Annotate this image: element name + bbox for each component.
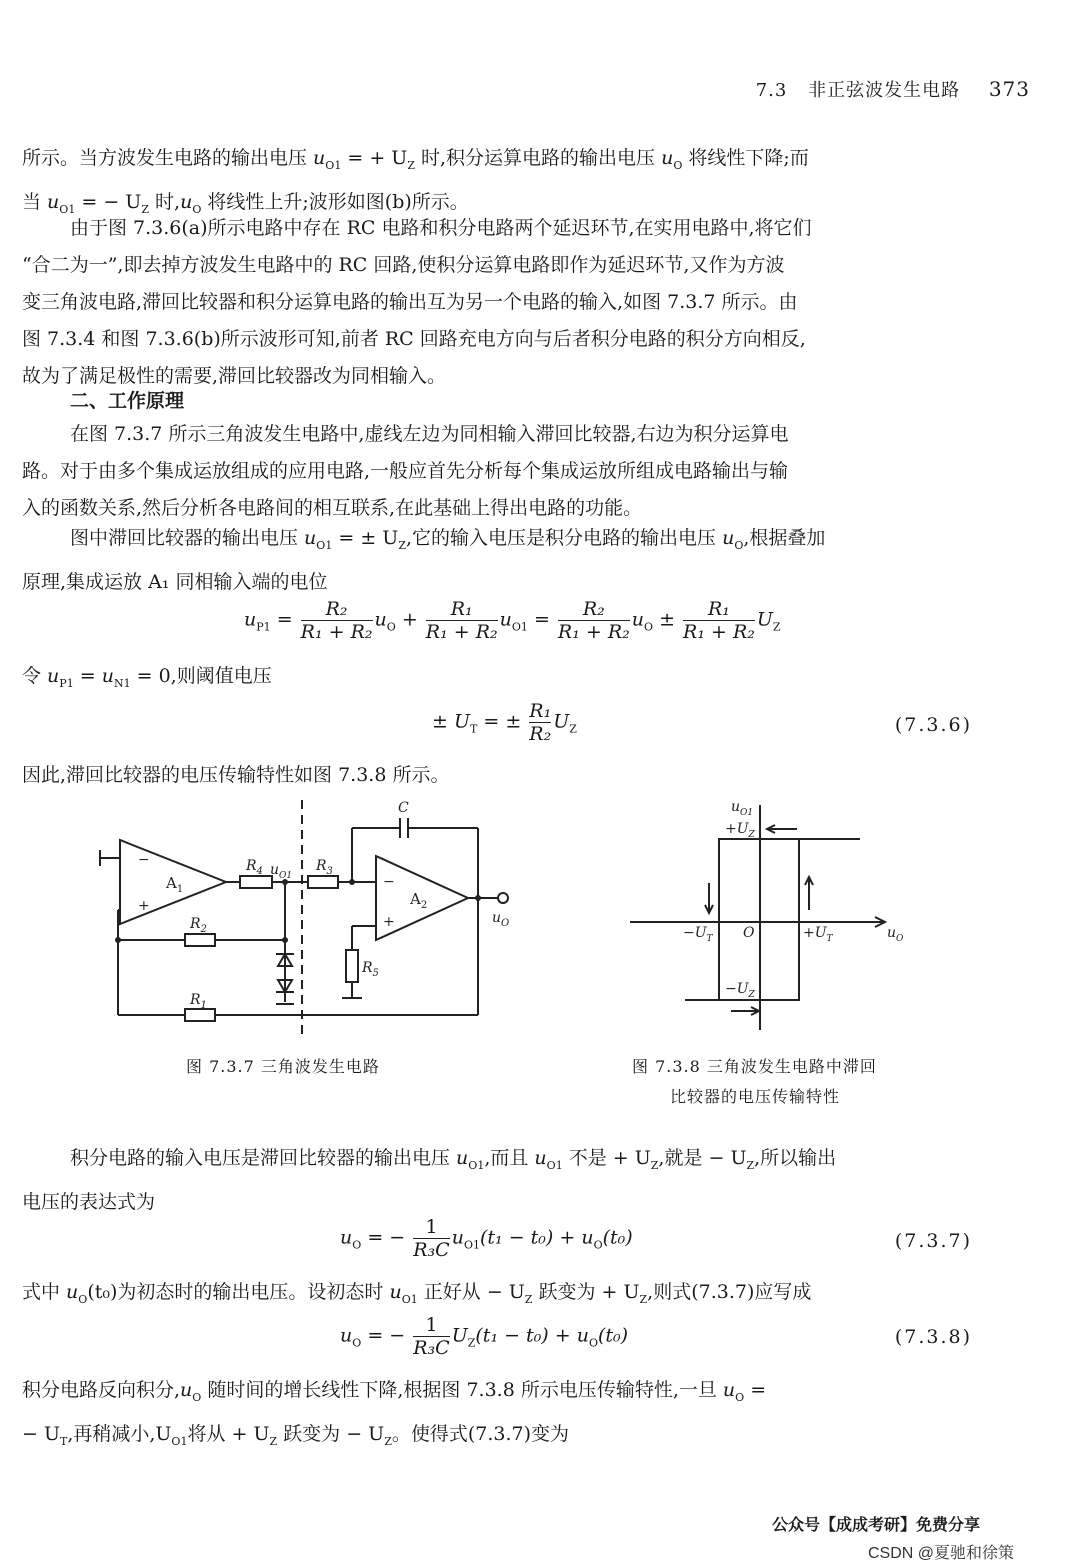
fraction bbox=[413, 1216, 449, 1261]
math-sub: T bbox=[469, 722, 478, 736]
page-number: 373 bbox=[988, 77, 1030, 101]
text: 跃变为 + U bbox=[532, 1281, 640, 1303]
math-op: = − bbox=[361, 1226, 412, 1249]
denominator: R₂ bbox=[529, 723, 552, 745]
text: 正好从 − U bbox=[417, 1281, 525, 1303]
label-origin: O bbox=[743, 925, 755, 941]
math-sub: Z bbox=[639, 1292, 648, 1306]
a1-minus-sign: − bbox=[138, 852, 150, 868]
text-line: 因此,滞回比较器的电压传输特性如图 7.3.8 所示。 bbox=[22, 764, 450, 786]
math-var: u bbox=[313, 147, 326, 169]
equation-number-7-3-6: (7.3.6) bbox=[894, 714, 972, 736]
math-sub: Z bbox=[569, 722, 577, 736]
caption-fig-7-3-7: 图 7.3.7 三角波发生电路 bbox=[186, 1057, 380, 1076]
label-minus-ut: $-U_T$ bbox=[683, 925, 713, 944]
transfer-characteristic-graph bbox=[625, 795, 915, 1035]
math-sub: P1 bbox=[256, 620, 271, 634]
text: 令 bbox=[22, 665, 48, 687]
text: ,它的输入电压是积分电路的输出电压 bbox=[405, 527, 723, 549]
math-sub: T bbox=[59, 1434, 68, 1448]
math-var: u bbox=[451, 1226, 464, 1249]
fraction bbox=[529, 700, 551, 745]
resistor-r5 bbox=[346, 950, 358, 982]
watermark-wechat: 公众号【成成考研】免费分享 bbox=[772, 1515, 981, 1534]
math-sub: O bbox=[673, 158, 683, 172]
text: = bbox=[744, 1379, 767, 1401]
math-sub: O bbox=[735, 1390, 745, 1404]
math-expr: = ± U bbox=[338, 527, 399, 549]
text: ,根据叠加 bbox=[743, 527, 826, 549]
text: 不是 + U bbox=[562, 1147, 651, 1169]
text: 将线性下降;而 bbox=[682, 147, 809, 169]
math-sub: Z bbox=[467, 1336, 476, 1350]
resistor-r2 bbox=[185, 934, 215, 946]
label-r2: $R_2$ bbox=[190, 916, 207, 935]
math-sub: O1 bbox=[468, 1158, 485, 1172]
label-a2: $A_2$ bbox=[410, 890, 428, 911]
math-sub: Z bbox=[746, 1158, 755, 1172]
fraction bbox=[558, 598, 630, 643]
math-var: u bbox=[722, 1379, 736, 1401]
math-var: u bbox=[304, 527, 317, 549]
text: 随时间的增长线性下降,根据图 7.3.8 所示电压传输特性,一旦 bbox=[201, 1379, 723, 1401]
paragraph-2 bbox=[22, 210, 972, 395]
text-line: “合二为一”,即去掉方波发生电路中的 RC 回路,使积分运算电路即作为延迟环节,又作为方波 bbox=[22, 254, 785, 276]
fraction bbox=[413, 1314, 449, 1359]
equation-number-7-3-7: (7.3.7) bbox=[894, 1230, 972, 1252]
text-line: 入的函数关系,然后分析各电路间的相互联系,在此基础上得出电路的功能。 bbox=[22, 497, 643, 519]
text-ling bbox=[22, 658, 972, 702]
denominator: R₃C bbox=[413, 1337, 450, 1359]
text: 所示。当方波发生电路的输出电压 bbox=[22, 147, 314, 169]
numerator: R₂ bbox=[325, 598, 348, 620]
paragraph-4 bbox=[22, 520, 972, 601]
equation-number-7-3-8: (7.3.8) bbox=[894, 1326, 972, 1348]
math-op: = bbox=[270, 608, 299, 631]
label-minus-uz: $-U_Z$ bbox=[725, 981, 755, 1000]
text: = 0,则阈值电压 bbox=[130, 665, 272, 687]
math-var: u bbox=[180, 1379, 193, 1401]
math-var: u bbox=[47, 190, 60, 213]
numerator: R₁ bbox=[450, 598, 473, 620]
math-sub: O1 bbox=[511, 620, 528, 634]
watermark-csdn: CSDN @夏驰和徐策 bbox=[868, 1545, 1015, 1562]
math-var: u bbox=[499, 608, 512, 631]
math-var: u bbox=[722, 527, 735, 549]
text-line: 故为了满足极性的需要,滞回比较器改为同相输入。 bbox=[22, 365, 447, 387]
math-sub: O bbox=[352, 1336, 362, 1350]
paragraph-5 bbox=[22, 1140, 972, 1221]
numerator: 1 bbox=[425, 1314, 438, 1336]
label-uo1: $u_{O1}$ bbox=[270, 862, 293, 881]
denominator: R₁ + R₂ bbox=[300, 621, 373, 643]
text-line: 原理,集成运放 A₁ 同相输入端的电位 bbox=[22, 570, 328, 593]
text: 。使得式(7.3.7)变为 bbox=[391, 1422, 570, 1445]
math-sub: O1 bbox=[325, 158, 342, 172]
text-line: 电压的表达式为 bbox=[22, 1190, 156, 1213]
math-var: u bbox=[534, 1147, 547, 1169]
numerator: R₁ bbox=[529, 700, 552, 722]
section-title: 非正弦波发生电路 bbox=[808, 80, 961, 101]
math-expr: (t₁ − t₀) + u bbox=[480, 1226, 594, 1249]
math-sub: O1 bbox=[463, 1238, 480, 1252]
math-sub: O bbox=[386, 620, 396, 634]
math-sub: O bbox=[352, 1238, 362, 1252]
equation-7-3-8 bbox=[340, 1314, 628, 1359]
fraction bbox=[683, 598, 755, 643]
numerator: R₁ bbox=[707, 598, 730, 620]
text: 将线性上升;波形如图(b)所示。 bbox=[201, 190, 469, 213]
math-expr: (t₁ − t₀) + u bbox=[475, 1324, 589, 1347]
math-var: U bbox=[451, 1324, 468, 1347]
label-y-axis: $u_{O1}$ bbox=[731, 799, 754, 818]
math-var: u bbox=[244, 608, 257, 631]
math-sub: O bbox=[192, 1390, 202, 1404]
math-sub: O bbox=[644, 620, 654, 634]
fraction bbox=[426, 598, 498, 643]
output-terminal bbox=[498, 893, 508, 903]
math-var: u bbox=[47, 665, 60, 687]
math-op: = − bbox=[361, 1324, 412, 1347]
text: 图中滞回比较器的输出电压 bbox=[70, 527, 305, 549]
label-c: C bbox=[398, 800, 409, 816]
denominator: R₁ + R₂ bbox=[557, 621, 630, 643]
text-shizhong bbox=[22, 1274, 972, 1318]
math-sub: O bbox=[734, 538, 744, 552]
text: ,就是 − U bbox=[658, 1147, 747, 1169]
numerator: 1 bbox=[425, 1216, 438, 1238]
math-expr: (t₀) bbox=[598, 1324, 629, 1347]
label-r1: $R_1$ bbox=[190, 992, 207, 1011]
math-var: u bbox=[456, 1147, 469, 1169]
fraction bbox=[301, 598, 373, 643]
label-x-axis: $u_O$ bbox=[887, 925, 904, 944]
math-op: + bbox=[395, 608, 424, 631]
label-r3: $R_3$ bbox=[316, 858, 333, 877]
paragraph-6 bbox=[22, 1372, 972, 1460]
math-var: u bbox=[374, 608, 387, 631]
caption-fig-7-3-8-line1: 图 7.3.8 三角波发生电路中滞回 bbox=[632, 1057, 877, 1076]
text: 积分电路反向积分, bbox=[22, 1379, 181, 1401]
denominator: R₁ + R₂ bbox=[425, 621, 498, 643]
math-sub: O1 bbox=[59, 202, 76, 216]
math-var: u bbox=[631, 608, 644, 631]
text: ,则式(7.3.7)应写成 bbox=[647, 1281, 812, 1303]
math-sub: N1 bbox=[113, 676, 131, 690]
math-var: U bbox=[553, 710, 570, 733]
paragraph-3 bbox=[22, 416, 972, 527]
equation-7-3-6 bbox=[432, 700, 577, 745]
math-sub: O1 bbox=[171, 1434, 188, 1448]
math-sub: O bbox=[192, 202, 202, 216]
text-yinci bbox=[22, 757, 972, 794]
math-op: = ± bbox=[477, 710, 528, 733]
math-op: = bbox=[527, 608, 556, 631]
math-var: u bbox=[340, 1324, 353, 1347]
label-r4: $R_4$ bbox=[246, 858, 263, 877]
equation-up1 bbox=[244, 598, 781, 643]
text-line: 由于图 7.3.6(a)所示电路中存在 RC 电路和积分电路两个延迟环节,在实用电路中,将它们 bbox=[70, 217, 812, 239]
running-header bbox=[756, 76, 1030, 102]
resistor-r4 bbox=[240, 876, 272, 888]
label-plus-uz: $+U_Z$ bbox=[725, 821, 755, 840]
math-sub: Z bbox=[407, 158, 415, 172]
text: 将从 + U bbox=[187, 1422, 270, 1445]
text-line: 图 7.3.4 和图 7.3.6(b)所示波形可知,前者 RC 回路充电方向与后者积分电路的积分方向相反, bbox=[22, 328, 806, 350]
math-sub: O1 bbox=[401, 1292, 418, 1306]
math-expr: (t₀) bbox=[602, 1226, 633, 1249]
label-r5: $R_5$ bbox=[362, 960, 379, 979]
denominator: R₃C bbox=[413, 1239, 450, 1261]
text: (t₀)为初态时的输出电压。设初态时 bbox=[87, 1281, 390, 1303]
math-op: = bbox=[73, 665, 102, 687]
math-var: u bbox=[340, 1226, 353, 1249]
triangle-wave-circuit-diagram bbox=[80, 800, 530, 1040]
text-line: 在图 7.3.7 所示三角波发生电路中,虚线左边为同相输入滞回比较器,右边为积分运算电 bbox=[70, 423, 789, 445]
math-var: u bbox=[66, 1281, 79, 1303]
math-sub: O1 bbox=[546, 1158, 563, 1172]
numerator: R₂ bbox=[582, 598, 605, 620]
text: ,而且 bbox=[484, 1147, 535, 1169]
text: ,所以输出 bbox=[754, 1147, 837, 1169]
caption-fig-7-3-8-line2: 比较器的电压传输特性 bbox=[670, 1087, 841, 1106]
text: − U bbox=[22, 1422, 60, 1445]
math-sub: Z bbox=[772, 620, 781, 634]
math-op: ± bbox=[653, 608, 682, 631]
math-var: u bbox=[661, 147, 674, 169]
math-sub: Z bbox=[384, 1434, 392, 1448]
math-var: u bbox=[180, 190, 193, 213]
math-sub: Z bbox=[524, 1292, 533, 1306]
math-sub: P1 bbox=[59, 676, 74, 690]
text: 时, bbox=[148, 190, 181, 213]
math-sub: O1 bbox=[316, 538, 333, 552]
math-sub: Z bbox=[398, 538, 406, 552]
a1-plus-sign: + bbox=[138, 898, 150, 914]
text: 当 bbox=[22, 190, 48, 213]
math-sub: Z bbox=[141, 202, 149, 216]
label-a1: $A_1$ bbox=[166, 874, 184, 895]
a2-minus-sign: − bbox=[383, 874, 395, 890]
math-expr: = − U bbox=[81, 190, 142, 213]
math-sub: O bbox=[78, 1292, 88, 1306]
math-sub: O bbox=[593, 1238, 603, 1252]
math-var: U bbox=[756, 608, 773, 631]
a2-plus-sign: + bbox=[383, 914, 395, 930]
text: ,再稍减小,U bbox=[67, 1422, 172, 1445]
resistor-r3 bbox=[308, 876, 338, 888]
label-plus-ut: $+U_T$ bbox=[803, 925, 833, 944]
math-sub: O bbox=[588, 1336, 598, 1350]
math-sub: Z bbox=[650, 1158, 659, 1172]
text: 时,积分运算电路的输出电压 bbox=[414, 147, 662, 169]
text-line: 路。对于由多个集成运放组成的应用电路,一般应首先分析每个集成运放所组成电路输出与输 bbox=[22, 460, 789, 482]
section-heading: 二、工作原理 bbox=[70, 390, 185, 412]
math-expr: = + U bbox=[347, 147, 408, 169]
math-sub: Z bbox=[269, 1434, 278, 1448]
section-number: 7.3 bbox=[755, 80, 788, 101]
text: 积分电路的输入电压是滞回比较器的输出电压 bbox=[70, 1147, 457, 1169]
text-line: 变三角波电路,滞回比较器和积分运算电路的输出互为另一个电路的输入,如图 7.3.7 所示。由 bbox=[22, 291, 798, 313]
math-var: u bbox=[101, 665, 114, 687]
equation-7-3-7 bbox=[340, 1216, 633, 1261]
denominator: R₁ + R₂ bbox=[683, 621, 755, 643]
text: 跃变为 − U bbox=[277, 1422, 385, 1445]
hysteresis-loop bbox=[719, 839, 860, 1000]
math-var: u bbox=[389, 1281, 402, 1303]
label-uo: $u_O$ bbox=[492, 910, 510, 929]
text: 式中 bbox=[22, 1281, 67, 1303]
math-var: ± U bbox=[432, 710, 470, 733]
